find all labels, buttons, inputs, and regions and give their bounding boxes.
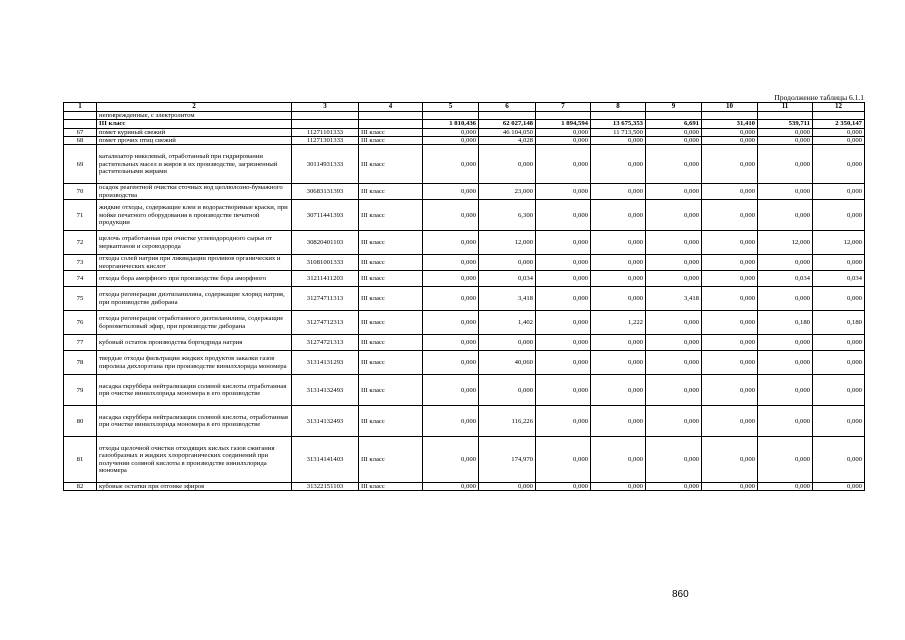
fkko-code: 31314141403 [292,437,359,483]
value-col-11: 0,000 [758,145,813,184]
value-col-10: 0,000 [702,406,758,437]
column-header: 10 [702,103,758,112]
column-header: 8 [591,103,646,112]
value-col-6: 46 104,050 [479,128,536,136]
value-col-5: 0,000 [423,406,479,437]
column-header: 11 [758,103,813,112]
value-col-5 [423,112,479,120]
hazard-class: III класс [359,128,423,136]
value-col-9: 0,000 [646,145,702,184]
value-col-12: 0,034 [813,271,865,287]
value-col-6: 0,000 [479,335,536,351]
value-col-12: 0,000 [813,145,865,184]
row-number: 74 [64,271,97,287]
value-col-10: 0,000 [702,255,758,271]
value-col-7: 1 894,594 [536,120,591,128]
hazard-class: III класс [359,406,423,437]
value-col-10: 0,000 [702,145,758,184]
table-row [64,231,865,255]
fkko-code: 30820401103 [292,231,359,255]
waste-name: помет прочих птиц свежий [97,136,292,144]
fkko-code [292,120,359,128]
value-col-9: 6,691 [646,120,702,128]
page-number: 860 [672,589,689,600]
hazard-class: III класс [359,335,423,351]
value-col-7: 0,000 [536,375,591,406]
value-col-6: 0,034 [479,271,536,287]
value-col-5: 0,000 [423,255,479,271]
row-number: 78 [64,351,97,375]
fkko-code: 30683131393 [292,184,359,200]
value-col-10 [702,112,758,120]
table-row [64,255,865,271]
table-row [64,287,865,311]
value-col-5: 0,000 [423,375,479,406]
value-col-7: 0,000 [536,351,591,375]
fkko-code: 31322151103 [292,483,359,491]
value-col-10: 0,000 [702,335,758,351]
fkko-code: 31211411203 [292,271,359,287]
fkko-code: 31274721313 [292,335,359,351]
value-col-9: 0,000 [646,375,702,406]
table-row [64,271,865,287]
row-number: 81 [64,437,97,483]
value-col-12: 0,000 [813,136,865,144]
value-col-10: 0,000 [702,128,758,136]
hazard-class: III класс [359,375,423,406]
value-col-12: 2 350,147 [813,120,865,128]
value-col-6: 3,418 [479,287,536,311]
value-col-10: 31,410 [702,120,758,128]
value-col-10: 0,000 [702,184,758,200]
value-col-10: 0,000 [702,231,758,255]
value-col-6: 6,300 [479,200,536,231]
value-col-5: 0,000 [423,184,479,200]
value-col-10: 0,000 [702,351,758,375]
value-col-6: 116,226 [479,406,536,437]
value-col-6: 0,000 [479,145,536,184]
fkko-code: 11271301333 [292,136,359,144]
value-col-11: 0,180 [758,311,813,335]
value-col-8: 0,000 [591,351,646,375]
value-col-9: 0,000 [646,200,702,231]
value-col-9: 0,000 [646,351,702,375]
row-number: 73 [64,255,97,271]
hazard-class: III класс [359,200,423,231]
value-col-11: 0,000 [758,406,813,437]
row-number: 76 [64,311,97,335]
table-row [64,200,865,231]
value-col-5: 0,000 [423,311,479,335]
row-number: 69 [64,145,97,184]
value-col-11 [758,112,813,120]
hazard-class: III класс [359,271,423,287]
table-row [64,335,865,351]
value-col-9: 0,000 [646,311,702,335]
value-col-6: 62 027,148 [479,120,536,128]
value-col-10: 0,000 [702,200,758,231]
waste-name: насадка скруббера нейтрализации соляной кислоты, отработанная при очистке винилхлорида мономера в его производстве [97,406,292,437]
column-header: 9 [646,103,702,112]
value-col-11: 539,711 [758,120,813,128]
value-col-7: 0,000 [536,184,591,200]
value-col-12: 0,000 [813,335,865,351]
value-col-9: 0,000 [646,335,702,351]
row-number: 70 [64,184,97,200]
value-col-12: 0,000 [813,128,865,136]
hazard-class: III класс [359,311,423,335]
value-col-5: 0,000 [423,128,479,136]
waste-name: катализатор никелевый, отработанный при гидрировании растительных масел и жиров в их производстве, загрязненный растительными жирами [97,145,292,184]
value-col-6 [479,112,536,120]
value-col-10: 0,000 [702,437,758,483]
waste-name: помет куриный свежий [97,128,292,136]
value-col-11: 0,000 [758,335,813,351]
table-row [64,128,865,136]
value-col-12 [813,112,865,120]
table-row [64,184,865,200]
column-header: 6 [479,103,536,112]
fkko-code: 30711441393 [292,200,359,231]
value-col-11: 0,034 [758,271,813,287]
value-col-12: 0,000 [813,483,865,491]
value-col-7: 0,000 [536,255,591,271]
waste-name: кубовые остатки при отгонке эфиров [97,483,292,491]
hazard-class: III класс [359,351,423,375]
row-number: 71 [64,200,97,231]
value-col-8: 0,000 [591,483,646,491]
table-row [64,120,865,128]
value-col-7: 0,000 [536,335,591,351]
value-col-10: 0,000 [702,375,758,406]
value-col-6: 40,060 [479,351,536,375]
column-header: 3 [292,103,359,112]
table-row [64,311,865,335]
value-col-9 [646,112,702,120]
value-col-8: 0,000 [591,145,646,184]
value-col-9: 0,000 [646,136,702,144]
row-number [64,120,97,128]
value-col-5: 0,000 [423,145,479,184]
value-col-8: 0,000 [591,255,646,271]
hazard-class [359,120,423,128]
value-col-6: 174,970 [479,437,536,483]
value-col-9: 0,000 [646,271,702,287]
value-col-11: 0,000 [758,351,813,375]
fkko-code: 31081001333 [292,255,359,271]
column-header: 5 [423,103,479,112]
value-col-5: 0,000 [423,287,479,311]
hazard-class: III класс [359,145,423,184]
row-number [64,112,97,120]
table-continuation-caption: Продолжение таблицы 6.1.1 [774,93,864,102]
row-number: 82 [64,483,97,491]
table-row [64,112,865,120]
value-col-11: 0,000 [758,437,813,483]
table-row [64,437,865,483]
waste-name: осадок реагентной очистки сточных вод целлюлозно-бумажного производства [97,184,292,200]
value-col-11: 0,000 [758,483,813,491]
fkko-code: 31274711313 [292,287,359,311]
value-col-9: 0,000 [646,255,702,271]
hazard-class: III класс [359,184,423,200]
value-col-6: 1,402 [479,311,536,335]
value-col-8: 13 675,353 [591,120,646,128]
hazard-class: III класс [359,483,423,491]
waste-name: отходы бора аморфного при производстве бора аморфного [97,271,292,287]
value-col-7: 0,000 [536,145,591,184]
value-col-11: 0,000 [758,184,813,200]
waste-name: отходы регенерации отработанного диэтиланилина, содержащие борнометиловый эфир, при производстве диборана [97,311,292,335]
table-row [64,136,865,144]
waste-name: отходы щелочной очистки отходящих кислых газов сжигания газообразных и жидких хлорорганических соединений при получении соляной кислоты в производстве винилхлорида мономера [97,437,292,483]
column-header: 7 [536,103,591,112]
value-col-7: 0,000 [536,406,591,437]
value-col-10: 0,000 [702,287,758,311]
waste-name: жидкие отходы, содержащие клеи и водорастворимые краски, при мойке печатного оборудования в производстве печатной продукции [97,200,292,231]
hazard-class [359,112,423,120]
value-col-5: 0,000 [423,483,479,491]
value-col-7: 0,000 [536,231,591,255]
waste-name: отходы солей натрия при ликвидации проливов органических и неорганических кислот [97,255,292,271]
table-body [64,112,865,491]
hazard-class: III класс [359,136,423,144]
hazard-class: III класс [359,437,423,483]
column-header: 2 [97,103,292,112]
hazard-class: III класс [359,287,423,311]
value-col-9: 0,000 [646,184,702,200]
table-header-row [64,103,865,112]
waste-name: кубовый остаток производства боргидрида натрия [97,335,292,351]
value-col-8: 0,000 [591,271,646,287]
value-col-12: 0,000 [813,255,865,271]
value-col-5: 0,000 [423,200,479,231]
value-col-12: 0,000 [813,184,865,200]
table-row [64,406,865,437]
value-col-11: 0,000 [758,128,813,136]
value-col-8 [591,112,646,120]
value-col-9: 3,418 [646,287,702,311]
value-col-11: 0,000 [758,287,813,311]
value-col-8: 0,000 [591,406,646,437]
fkko-code: 31274712313 [292,311,359,335]
fkko-code: 31314131293 [292,351,359,375]
value-col-11: 12,000 [758,231,813,255]
value-col-7: 0,000 [536,136,591,144]
value-col-10: 0,000 [702,483,758,491]
value-col-6: 4,028 [479,136,536,144]
hazard-class: III класс [359,231,423,255]
value-col-7: 0,000 [536,287,591,311]
waste-name: твердые отходы фильтрации жидких продуктов закалки газов пиролиза дихлорэтана при производстве винилхлорида мономера [97,351,292,375]
value-col-12: 0,000 [813,406,865,437]
value-col-9: 0,000 [646,406,702,437]
value-col-9: 0,000 [646,128,702,136]
table-row [64,483,865,491]
value-col-6: 12,000 [479,231,536,255]
value-col-8: 0,000 [591,437,646,483]
waste-table [63,102,865,491]
value-col-8: 1,222 [591,311,646,335]
column-header: 4 [359,103,423,112]
value-col-12: 0,000 [813,287,865,311]
value-col-5: 0,000 [423,335,479,351]
column-header: 1 [64,103,97,112]
value-col-8: 0,000 [591,375,646,406]
value-col-7: 0,000 [536,128,591,136]
value-col-8: 0,000 [591,200,646,231]
table-row [64,351,865,375]
table-row [64,145,865,184]
fkko-code [292,112,359,120]
fkko-code: 11271101333 [292,128,359,136]
value-col-7: 0,000 [536,311,591,335]
value-col-5: 0,000 [423,271,479,287]
row-number: 72 [64,231,97,255]
value-col-10: 0,000 [702,271,758,287]
value-col-6: 0,000 [479,375,536,406]
waste-name: неповрежденные, с электролитом [97,112,292,120]
value-col-8: 0,000 [591,136,646,144]
row-number: 68 [64,136,97,144]
value-col-9: 0,000 [646,483,702,491]
value-col-12: 0,000 [813,375,865,406]
waste-name: отходы регенерации диэтиланилина, содержащие хлорид натрия, при производстве диборана [97,287,292,311]
value-col-9: 0,000 [646,231,702,255]
value-col-7: 0,000 [536,437,591,483]
hazard-class: III класс [359,255,423,271]
value-col-9: 0,000 [646,437,702,483]
value-col-7: 0,000 [536,200,591,231]
value-col-10: 0,000 [702,136,758,144]
value-col-11: 0,000 [758,136,813,144]
value-col-8: 11 713,500 [591,128,646,136]
table-row [64,375,865,406]
value-col-5: 0,000 [423,351,479,375]
fkko-code: 31314132493 [292,375,359,406]
row-number: 77 [64,335,97,351]
value-col-12: 0,180 [813,311,865,335]
row-number: 79 [64,375,97,406]
value-col-5: 0,000 [423,231,479,255]
value-col-12: 0,000 [813,437,865,483]
value-col-6: 0,000 [479,483,536,491]
value-col-10: 0,000 [702,311,758,335]
value-col-12: 0,000 [813,200,865,231]
value-col-5: 0,000 [423,437,479,483]
value-col-7: 0,000 [536,483,591,491]
value-col-11: 0,000 [758,375,813,406]
row-number: 80 [64,406,97,437]
value-col-11: 0,000 [758,255,813,271]
waste-name: щелочь отработанная при очистке углеводородного сырья от меркаптанов и сероводорода [97,231,292,255]
value-col-12: 12,000 [813,231,865,255]
fkko-code: 30114931333 [292,145,359,184]
value-col-6: 0,000 [479,255,536,271]
value-col-8: 0,000 [591,335,646,351]
row-number: 75 [64,287,97,311]
value-col-11: 0,000 [758,200,813,231]
value-col-8: 0,000 [591,231,646,255]
value-col-8: 0,000 [591,287,646,311]
fkko-code: 31314132493 [292,406,359,437]
value-col-7: 0,000 [536,271,591,287]
value-col-12: 0,000 [813,351,865,375]
waste-name: III класс [97,120,292,128]
value-col-5: 1 810,436 [423,120,479,128]
row-number: 67 [64,128,97,136]
value-col-6: 23,000 [479,184,536,200]
value-col-5: 0,000 [423,136,479,144]
value-col-8: 0,000 [591,184,646,200]
value-col-7 [536,112,591,120]
waste-name: насадка скруббера нейтрализации соляной кислоты отработанная при очистке винилхлорида мономера в его производстве [97,375,292,406]
column-header: 12 [813,103,865,112]
